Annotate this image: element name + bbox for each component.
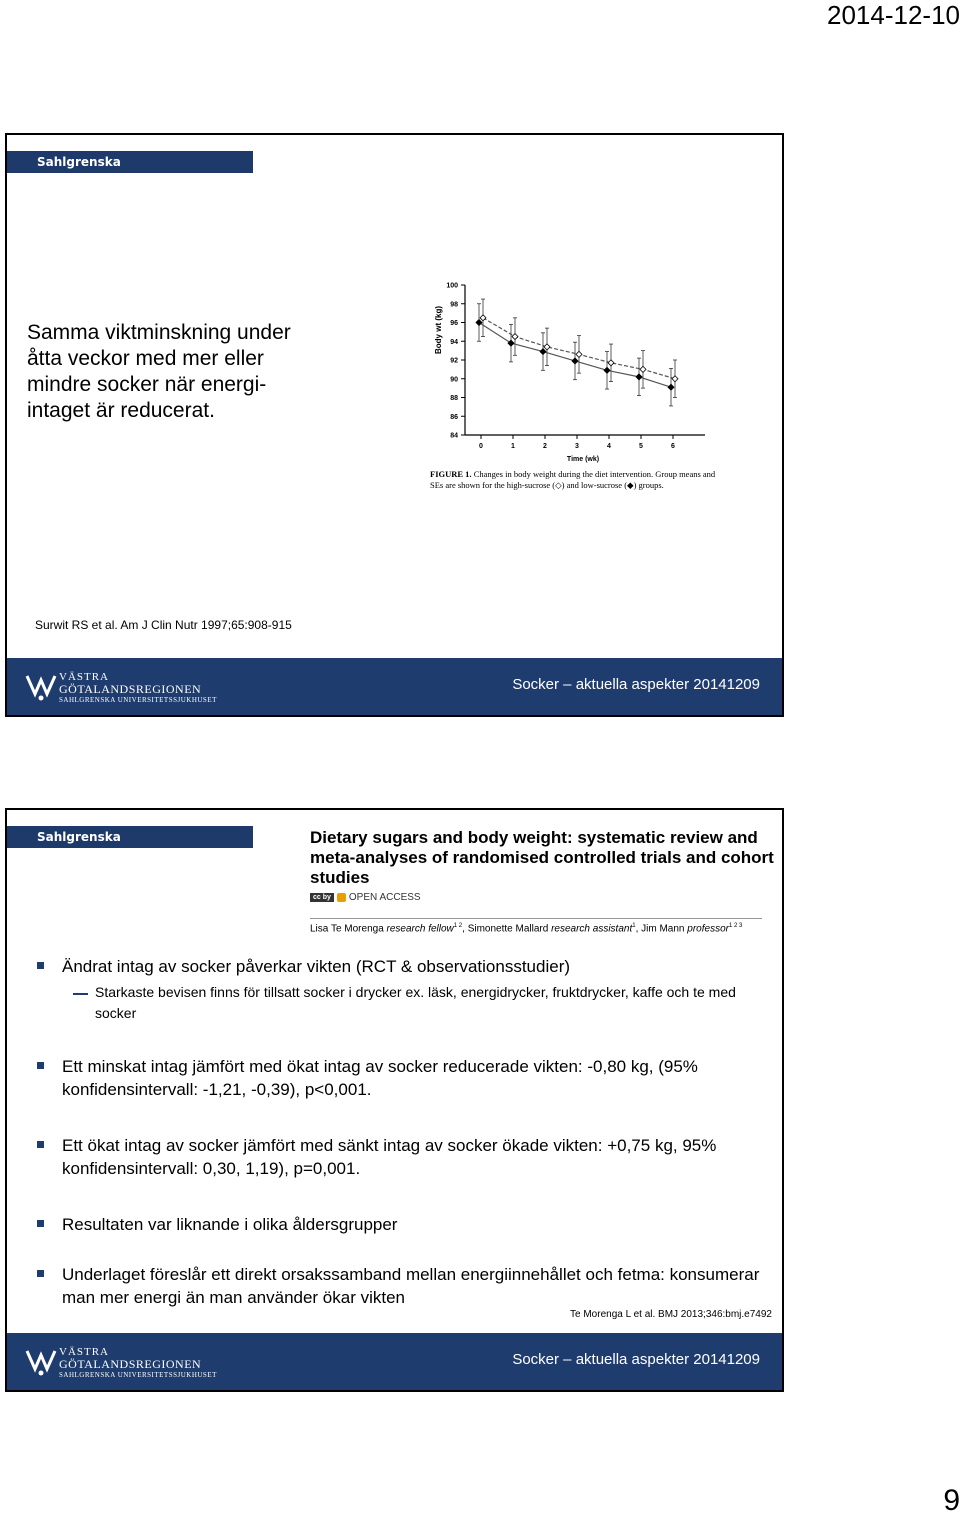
vgr-logo-icon: [25, 1347, 59, 1377]
x-tick-label: 2: [543, 443, 547, 450]
data-point: [636, 374, 642, 380]
open-access-badge: [310, 892, 421, 903]
vgr-logo-icon: [25, 672, 59, 702]
chart-xlabel: Time (wk): [566, 456, 600, 463]
data-point: [540, 349, 546, 355]
bullet-icon: [37, 1062, 44, 1069]
bullet-icon: [37, 1141, 44, 1148]
chart-axes: [465, 285, 705, 435]
bullet-list: [37, 955, 777, 1309]
page-number: 9: [943, 1484, 960, 1517]
y-tick-label: 96: [450, 320, 458, 327]
y-tick-label: 88: [450, 395, 458, 402]
bullet-icon: [37, 1270, 44, 1277]
data-point: [576, 351, 582, 357]
slide2-reference: Te Morenga L et al. BMJ 2013;346:bmj.e7492: [570, 1309, 772, 1320]
data-point: [672, 376, 678, 382]
bullet-item: Ett ökat intag av socker jämfört med sänkt intag av socker ökade vikten: +0,75 kg, 95% konfidensintervall: 0,30, 1,19), p=0,001.: [37, 1134, 777, 1180]
data-point: [512, 334, 518, 340]
hospital-tag: Sahlgrenska Universitetssjukhuset: [7, 151, 253, 173]
data-point: [480, 315, 486, 321]
data-point: [668, 384, 674, 390]
hospital-tag: Sahlgrenska Universitetssjukhuset: [7, 826, 253, 848]
data-point: [572, 358, 578, 364]
y-tick-label: 90: [450, 376, 458, 384]
series-0: [480, 299, 678, 397]
figure-caption-text: Changes in body weight during the diet intervention. Group means and SEs are shown for the high-sucrose (◇) and low-sucrose (◆) groups.: [430, 469, 716, 490]
bullet-icon: [37, 962, 44, 969]
bullet-item: Resultaten var liknande i olika åldersgrupper: [37, 1213, 777, 1236]
y-tick-label: 86: [450, 413, 458, 421]
data-point: [544, 344, 550, 350]
x-tick-label: 3: [575, 443, 579, 450]
bullet-item: Underlaget föreslår ett direkt orsakssamband mellan energiinnehållet och fetma: konsumerar man mer energi än man använder ökar vikten: [37, 1263, 777, 1309]
page-date: 2014-12-10: [827, 0, 960, 30]
y-tick-label: 100: [446, 282, 458, 290]
y-tick-label: 92: [450, 357, 458, 365]
slide-2: [5, 808, 784, 1392]
series-1: [476, 304, 674, 406]
bullet-icon: [37, 1220, 44, 1227]
data-point: [640, 366, 646, 372]
sub-bullet-item: Starkaste bevisen finns för tillsatt socker i drycker ex. läsk, energidrycker, fruktdrycker, kaffe och te med socker: [37, 982, 777, 1024]
data-point: [476, 320, 482, 326]
bullet-item: Ett minskat intag jämfört med ökat intag av socker reducerade vikten: -0,80 kg, (95% konfidensintervall: -1,21, -0,39), p<0,001.: [37, 1055, 777, 1101]
vgr-logo-text: VÄSTRA GÖTALANDSREGIONEN SAHLGRENSKA UNIVERSITETSSJUKHUSET: [59, 671, 217, 704]
data-point: [608, 360, 614, 366]
data-point: [604, 367, 610, 373]
x-tick-label: 1: [511, 443, 515, 450]
article-authors: Lisa Te Morenga research fellow$^{1 2}$, Simonette Mallard research assistant$^1$, Jim Mann professor$^{1 2 3}$: [310, 923, 743, 935]
article-title: Dietary sugars and body weight: systematic review and meta-analyses of randomised controlled trials and cohort studies: [310, 828, 774, 887]
open-access-icon: [337, 893, 346, 902]
slide-footer: [7, 658, 782, 715]
y-tick-label: 94: [450, 338, 458, 346]
x-tick-label: 0: [479, 443, 483, 450]
x-tick-label: 4: [607, 443, 611, 450]
figure-caption-label: FIGURE 1.: [430, 469, 472, 479]
footer-title: Socker – aktuella aspekter 20141209: [512, 676, 760, 693]
dash-icon: [73, 993, 88, 995]
chart-ylabel: Body wt (kg): [434, 306, 443, 354]
x-tick-label: 5: [639, 443, 643, 450]
vgr-logo-text: VÄSTRA GÖTALANDSREGIONEN SAHLGRENSKA UNIVERSITETSSJUKHUSET: [59, 1346, 217, 1379]
open-access-label: OPEN ACCESS: [348, 892, 421, 903]
x-tick-label: 6: [671, 443, 675, 450]
y-tick-label: 98: [450, 301, 458, 309]
slide1-main-text: Samma viktminskning under åtta veckor med mer eller mindre socker när energi-intaget är reducerat.: [27, 321, 291, 422]
cc-license-icon: cc by: [310, 893, 334, 902]
slide-footer: [7, 1333, 782, 1390]
data-point: [508, 340, 514, 346]
chart-series: [476, 299, 678, 406]
slide-1: [5, 133, 784, 717]
bullet-item: Ändrat intag av socker påverkar vikten (RCT & observationsstudier): [37, 955, 777, 978]
y-tick-label: 84: [450, 432, 458, 440]
slide1-reference: Surwit RS et al. Am J Clin Nutr 1997;65:908-915: [35, 618, 292, 632]
divider: [310, 918, 762, 919]
chart-ticks: [446, 283, 675, 451]
figure-caption: [430, 469, 720, 491]
footer-title: Socker – aktuella aspekter 20141209: [512, 1351, 760, 1368]
